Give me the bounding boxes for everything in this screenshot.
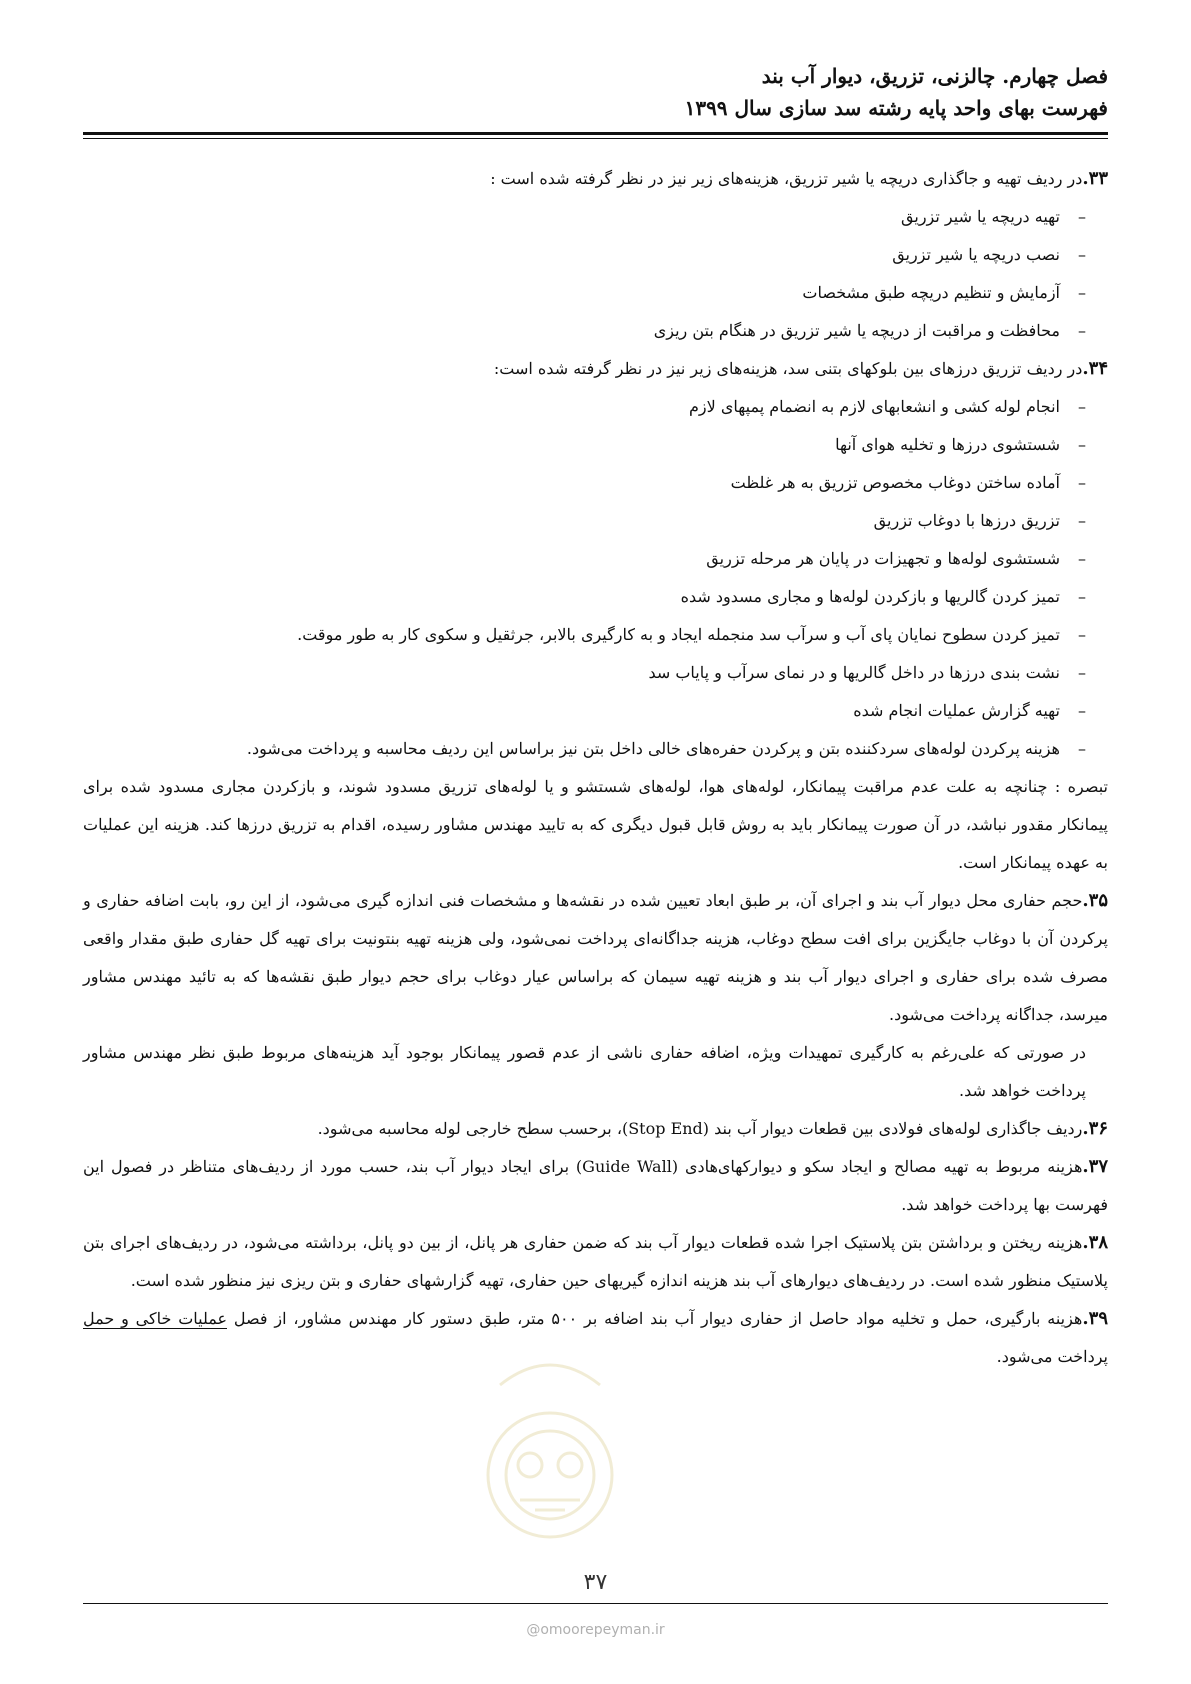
clause-intro [83, 160, 1108, 198]
list-item [83, 388, 1086, 426]
clause-number: ۳۷. [1082, 1156, 1109, 1177]
chapter-reference-link[interactable]: عملیات خاکی و حمل [83, 1309, 228, 1328]
clause-text: در ردیف تزریق درزهای بین بلوکهای بتنی سد، هزینه‌های زیر نیز در نظر گرفته شده است: [493, 359, 1083, 378]
clause-33 [83, 160, 1108, 350]
chapter-title: فصل چهارم. چالزنی، تزریق، دیوار آب بند [761, 64, 1108, 88]
dash-bullet: – [1078, 587, 1086, 606]
list-item [83, 274, 1086, 312]
list-item-text: شستشوی درزها و تخلیه هوای آنها [835, 435, 1060, 454]
list-item-text: هزینه پرکردن لوله‌های سردکننده بتن و پرکردن حفره‌های خالی داخل بتن نیز براساس این ردیف محاسبه و پرداخت می‌شود. [246, 739, 1060, 758]
clause-35 [83, 882, 1108, 1110]
clause-text: در ردیف تهیه و جاگذاری دریچه یا شیر تزریق، هزینه‌های زیر نیز در نظر گرفته شده است : [490, 169, 1083, 188]
price-list-title: فهرست بهای واحد پایه رشته سد سازی سال ۱۳۹۹ [684, 96, 1108, 120]
list-item [83, 692, 1086, 730]
header-rule-thick [83, 132, 1108, 135]
page-header [83, 60, 1108, 124]
dash-bullet: – [1078, 739, 1086, 758]
clause-text: هزینه بارگیری، حمل و تخلیه مواد حاصل از حفاری دیوار آب بند اضافه بر ۵۰۰ متر، طبق دستور کار مهندس مشاور، از فصل [227, 1309, 1083, 1328]
dash-bullet: – [1078, 549, 1086, 568]
clause-number: ۳۳. [1082, 168, 1108, 189]
dash-bullet: – [1078, 321, 1086, 340]
bullet-list [83, 388, 1108, 768]
dash-bullet: – [1078, 473, 1086, 492]
list-item-text: تزریق درزها با دوغاب تزریق [873, 511, 1060, 530]
list-item-text: تمیز کردن سطوح نمایان پای آب و سرآب سد منجمله ایجاد و به کارگیری بالابر، جرثقیل و سکوی کار به طور موقت. [297, 625, 1060, 644]
clause-number: ۳۶. [1082, 1118, 1108, 1139]
dash-bullet: – [1078, 283, 1086, 302]
list-item [83, 464, 1086, 502]
clause-37 [83, 1148, 1108, 1224]
list-item [83, 654, 1086, 692]
list-item [83, 578, 1086, 616]
header-rule-thin [83, 138, 1108, 139]
clause-number: ۳۴. [1082, 358, 1108, 379]
clause-34 [83, 350, 1108, 882]
dash-bullet: – [1078, 397, 1086, 416]
clause-paragraph [83, 1148, 1108, 1224]
list-item [83, 236, 1086, 274]
clause-number: ۳۹. [1082, 1308, 1108, 1329]
dash-bullet: – [1078, 701, 1086, 720]
page-number: ۳۷ [583, 1570, 608, 1595]
dash-bullet: – [1078, 511, 1086, 530]
dash-bullet: – [1078, 435, 1086, 454]
clause-paragraph [83, 1224, 1108, 1300]
dash-bullet: – [1078, 625, 1086, 644]
clause-intro [83, 350, 1108, 388]
clause-text: ردیف جاگذاری لوله‌های فولادی بین قطعات دیوار آب بند (Stop End)، برحسب سطح خارجی لوله محاسبه می‌شود. [317, 1119, 1083, 1138]
list-item [83, 540, 1086, 578]
clause-text: حجم حفاری محل دیوار آب بند و اجرای آن، بر طبق ابعاد تعیین شده در نقشه‌ها و مشخصات فنی اندازه گیری می‌شود، از این رو، بابت اضافه حفاری و پرکردن آن با دوغاب جایگزین برای افت سطح دوغاب، هزینه جداگانه‌ای پرداخت نمی‌شود، ولی هزینه تهیه بنتونیت برای تهیه گل حفاری طبق مقدار واقعی مصرف شده برای حفاری و اجرای دیوار آب بند و هزینه تهیه سیمان که براساس عیار دوغاب برای حجم دیوار طبق نقشه‌ها که به تائید مهندس مشاور میرسد، جداگانه پرداخت می‌شود. [83, 891, 1109, 1024]
list-item [83, 198, 1086, 236]
list-item [83, 616, 1086, 654]
dash-bullet: – [1078, 207, 1086, 226]
list-item-text: انجام لوله کشی و انشعابهای لازم به انضمام پمپهای لازم [689, 397, 1060, 416]
clause-text-end: پرداخت می‌شود. [996, 1347, 1108, 1366]
list-item-text: آزمایش و تنظیم دریچه طبق مشخصات [802, 283, 1060, 302]
clause-text: هزینه ریختن و برداشتن بتن پلاستیک اجرا شده قطعات دیوار آب بند که ضمن حفاری هر پانل، از بین دو پانل، برداشته می‌شود، در ردیف‌های اجرای بتن پلاستیک منظور شده است. در ردیف‌های دیوارهای آب بند هزینه اندازه گیریهای حین حفاری، تهیه گزارشهای حفاری و بتن ریزی نیز منظور شده است. [83, 1233, 1108, 1290]
clause-38 [83, 1224, 1108, 1300]
list-item-text: آماده ساختن دوغاب مخصوص تزریق به هر غلظت [730, 473, 1060, 492]
list-item-text: نصب دریچه یا شیر تزریق [892, 245, 1060, 264]
note-paragraph: تبصره : چنانچه به علت عدم مراقبت پیمانکار، لوله‌های هوا، لوله‌های شستشو و یا لوله‌های تزریق مسدود شوند، و بازکردن مجاری مسدود شده برای پیمانکار مقدور نباشد، در آن صورت پیمانکار باید به روش قابل قبول دیگری که به تایید مهندس مشاور رسیده، اقدام به تزریق درزها کند. هزینه این عملیات به عهده پیمانکار است. [83, 777, 1109, 872]
clause-36 [83, 1110, 1108, 1148]
list-item-text: نشت بندی درزها در داخل گالریها و در نمای سرآب و پایاب سد [648, 663, 1060, 682]
list-item [83, 730, 1086, 768]
list-item-text: محافظت و مراقبت از دریچه یا شیر تزریق در هنگام بتن ریزی [653, 321, 1060, 340]
clause-number: ۳۵. [1082, 890, 1108, 911]
clause-text: هزینه مربوط به تهیه مصالح و ایجاد سکو و دیوارکهای‌هادی (Guide Wall) برای ایجاد دیوار آب بند، حسب مورد از ردیف‌های متناظر در فصول این فهرست بها پرداخت خواهد شد. [83, 1157, 1108, 1214]
clause-paragraph [83, 882, 1108, 1034]
footer-rule [83, 1603, 1108, 1604]
list-item [83, 502, 1086, 540]
list-item [83, 312, 1086, 350]
clause-paragraph [83, 1110, 1108, 1148]
bullet-list [83, 198, 1108, 350]
list-item [83, 426, 1086, 464]
clause-number: ۳۸. [1082, 1232, 1108, 1253]
dash-bullet: – [1078, 245, 1086, 264]
clause-continuation: در صورتی که علی‌رغم به کارگیری تمهیدات ویژه، اضافه حفاری ناشی از عدم قصور پیمانکار بوجود آید هزینه‌های مربوط طبق نظر مهندس مشاور پرداخت خواهد شد. [83, 1043, 1086, 1100]
website-credit: @omoorepeyman.ir [526, 1622, 665, 1638]
dash-bullet: – [1078, 663, 1086, 682]
body-content [83, 160, 1108, 1376]
list-item-text: تمیز کردن گالریها و بازکردن لوله‌ها و مجاری مسدود شده [680, 587, 1060, 606]
watermark-logo [470, 1325, 630, 1545]
list-item-text: تهیه دریچه یا شیر تزریق [901, 207, 1060, 226]
list-item-text: شستشوی لوله‌ها و تجهیزات در پایان هر مرحله تزریق [706, 549, 1060, 568]
list-item-text: تهیه گزارش عملیات انجام شده [853, 701, 1060, 720]
